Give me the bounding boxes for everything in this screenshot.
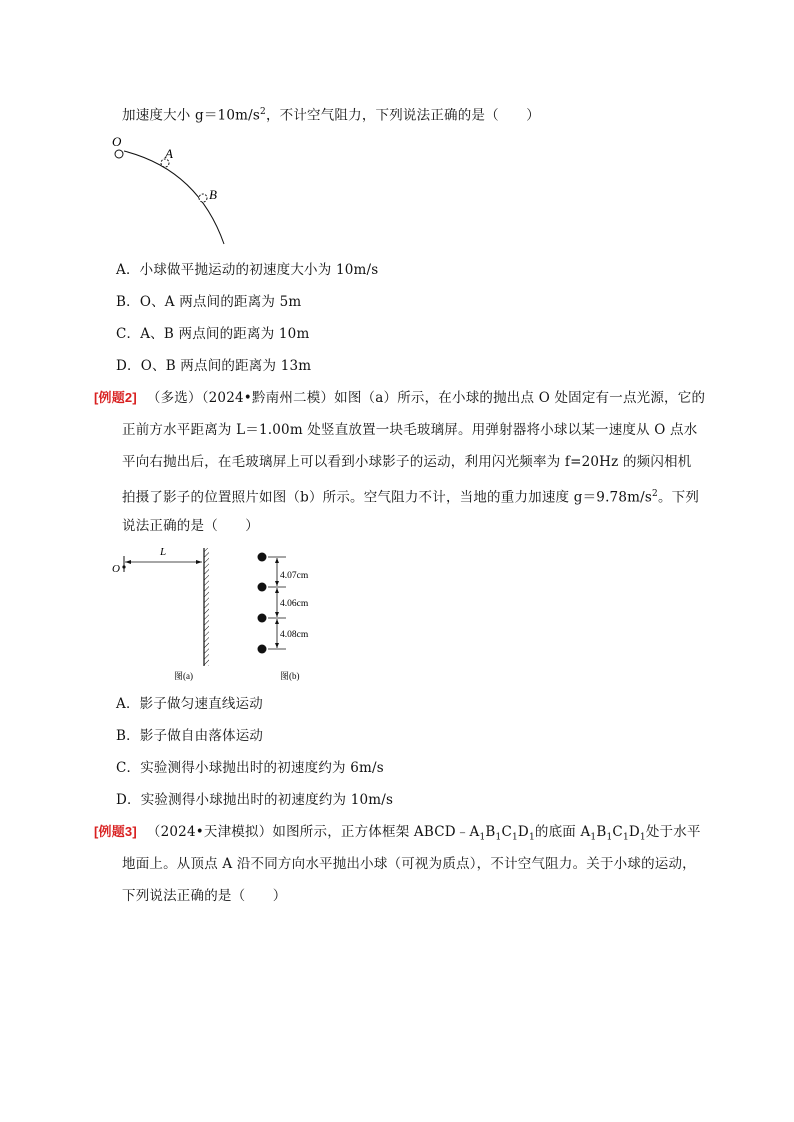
label-l: L xyxy=(160,546,167,558)
q3-stem-line-1 xyxy=(94,822,701,848)
sub-1: 1 xyxy=(479,832,486,843)
q2-stem-line-2: 正前方水平距离为 L＝1.00m 处竖直放置一块毛玻璃屏。用弹射器将小球以某一速度从 O 点水 xyxy=(122,422,698,438)
sub-1: 1 xyxy=(590,832,597,843)
vertex-b: B xyxy=(485,824,496,840)
label-o: O xyxy=(112,134,122,149)
vertex-d: D xyxy=(517,824,529,840)
q2-option-b: B．影子做自由落体运动 xyxy=(116,728,264,744)
sub-1: 1 xyxy=(511,832,518,843)
caption-a: 图(a) xyxy=(174,671,193,681)
shadow-dot xyxy=(258,645,267,654)
q2-stem-line-3: 平向右抛出后，在毛玻璃屏上可以看到小球影子的运动，利用闪光频率为 f=20Hz 的频闪相机 xyxy=(122,454,692,470)
arrow-head xyxy=(275,619,279,624)
shadow-dot xyxy=(258,583,267,592)
q3-tag: [例题3] xyxy=(94,824,137,839)
vertex-b: B xyxy=(596,824,607,840)
q2-stem-line-1 xyxy=(94,388,705,408)
sub-1: 1 xyxy=(606,832,613,843)
sub-1: 1 xyxy=(622,832,629,843)
q1-option-a: A．小球做平抛运动的初速度大小为 10m/s xyxy=(116,262,379,278)
q2-stem-line-5: 说法正确的是（ ） xyxy=(122,518,259,534)
label-o: O xyxy=(112,563,120,575)
screen-hatch xyxy=(204,548,209,666)
label-b: B xyxy=(209,187,217,202)
q2-tag: [例题2] xyxy=(94,390,137,405)
arrow-head xyxy=(275,581,279,586)
q2-stem-sup: 2 xyxy=(652,489,658,499)
interval-label-3: 4.08cm xyxy=(280,630,309,640)
l-arrow-left xyxy=(125,560,131,564)
q3-stem-line-2: 地面上。从顶点 A 沿不同方向水平抛出小球（可视为质点），不计空气阻力。关于小球的运动， xyxy=(122,856,696,872)
vertex-c: C xyxy=(612,824,623,840)
q2-figure-a xyxy=(108,540,220,688)
shadow-dot xyxy=(258,553,267,562)
q3-stem-text: （2024•天津模拟）如图所示，正方体框架 ABCD﹣A xyxy=(146,824,480,840)
q1-option-c: C．A、B 两点间的距离为 10m xyxy=(116,326,310,342)
q3-stem-line-3: 下列说法正确的是（ ） xyxy=(122,888,287,904)
l-arrow-right xyxy=(196,560,202,564)
label-a: A xyxy=(165,146,173,161)
vertex-c: C xyxy=(501,824,512,840)
arrow-head xyxy=(275,612,279,617)
shadow-dot xyxy=(258,614,267,623)
interval-label-1: 4.07cm xyxy=(280,571,309,581)
sub-1: 1 xyxy=(639,832,646,843)
sub-1: 1 xyxy=(528,832,535,843)
q1-option-b: B．O、A 两点间的距离为 5m xyxy=(116,294,302,310)
arrow-head xyxy=(275,643,279,648)
q1-trajectory-figure xyxy=(108,130,248,250)
q2-option-a: A．影子做匀速直线运动 xyxy=(116,696,263,712)
q1-stem-part: ，不计空气阻力，下列说法正确的是（ ） xyxy=(265,107,540,124)
point-o-marker xyxy=(115,150,123,158)
q3-stem-text: 的底面 A xyxy=(534,824,591,840)
q2-stem-line-4 xyxy=(122,484,699,508)
point-b-marker xyxy=(199,194,207,202)
q1-option-d: D．O、B 两点间的距离为 13m xyxy=(116,358,312,374)
q2-option-c: C．实验测得小球抛出时的初速度约为 6m/s xyxy=(116,760,384,776)
q2-option-d: D．实验测得小球抛出时的初速度约为 10m/s xyxy=(116,792,394,808)
arrow-head xyxy=(275,588,279,593)
q2-stem-text: （多选）（2024•黔南州二模）如图（a）所示，在小球的抛出点 O 处固定有一点光源，它的 xyxy=(146,390,706,406)
arrow-head xyxy=(275,558,279,563)
q2-stem-text: 。下列 xyxy=(657,489,700,506)
q2-figure-b xyxy=(250,546,330,686)
sub-1: 1 xyxy=(495,832,502,843)
q1-stem-line xyxy=(122,102,540,126)
q1-stem-sup: 2 xyxy=(260,107,266,117)
q1-stem-part: 加速度大小 g＝10m/s xyxy=(122,107,260,124)
vertex-d: D xyxy=(628,824,640,840)
caption-b: 图(b) xyxy=(280,671,300,681)
q2-stem-text: 拍摄了影子的位置照片如图（b）所示。空气阻力不计，当地的重力加速度 g＝9.78m/s xyxy=(122,489,653,506)
interval-label-2: 4.06cm xyxy=(280,599,309,609)
q3-stem-text: 处于水平 xyxy=(645,824,701,840)
